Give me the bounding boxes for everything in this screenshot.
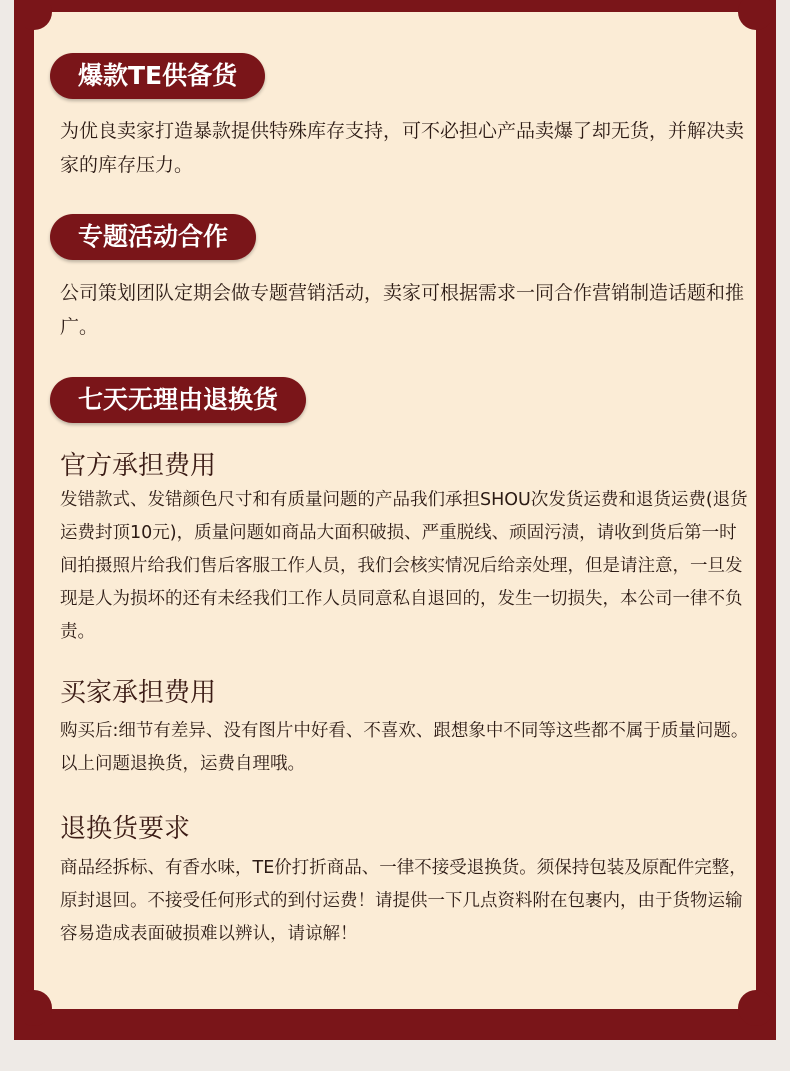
- section-text-hot-stock: 为优良卖家打造暴款提供特殊库存支持，可不必担心产品卖爆了却无货，并解决卖家的库存压力。: [60, 120, 745, 176]
- corner-ornament: [16, 990, 52, 1026]
- subheading-return-requirements: 退换货要求: [60, 814, 191, 844]
- section-title-returns: 七天无理由退换货: [50, 377, 306, 423]
- text-official-cost: 发错款式、发错颜色尺寸和有质量问题的产品我们承担SHOU次发货运费和退货运费(退货运费封顶10元)，质量问题如商品大面积破损、严重脱线、顽固污渍，请收到货后第一时间拍摄照片给我们售后客服工作人员，我们会核实情况后给亲处理，但是请注意，一旦发现是人为损坏的还有未经我们工作人员同意私自退回的，发生一切损失，本公司一律不负责。: [60, 490, 748, 642]
- text-buyer-cost: 购买后:细节有差异、没有图片中好看、不喜欢、跟想象中不同等这些都不属于质量问题。以上问题退换货，运费自理哦。: [60, 721, 749, 774]
- text-return-requirements: 商品经拆标、有香水味，TE价打折商品、一律不接受退换货。须保持包装及原配件完整，原封退回。不接受任何形式的到付运费！请提供一下几点资料附在包裹内，由于货物运输容易造成表面破损难以辨认，请谅解！: [60, 858, 747, 944]
- subheading-official-cost: 官方承担费用: [60, 451, 217, 481]
- section-title-promotion: 专题活动合作: [50, 214, 256, 260]
- section-title-hot-stock: 爆款TE供备货: [50, 53, 265, 99]
- corner-ornament: [738, 990, 774, 1026]
- section-text-promotion: 公司策划团队定期会做专题营销活动，卖家可根据需求一同合作营销制造话题和推广。: [60, 282, 745, 338]
- subheading-buyer-cost: 买家承担费用: [60, 678, 217, 708]
